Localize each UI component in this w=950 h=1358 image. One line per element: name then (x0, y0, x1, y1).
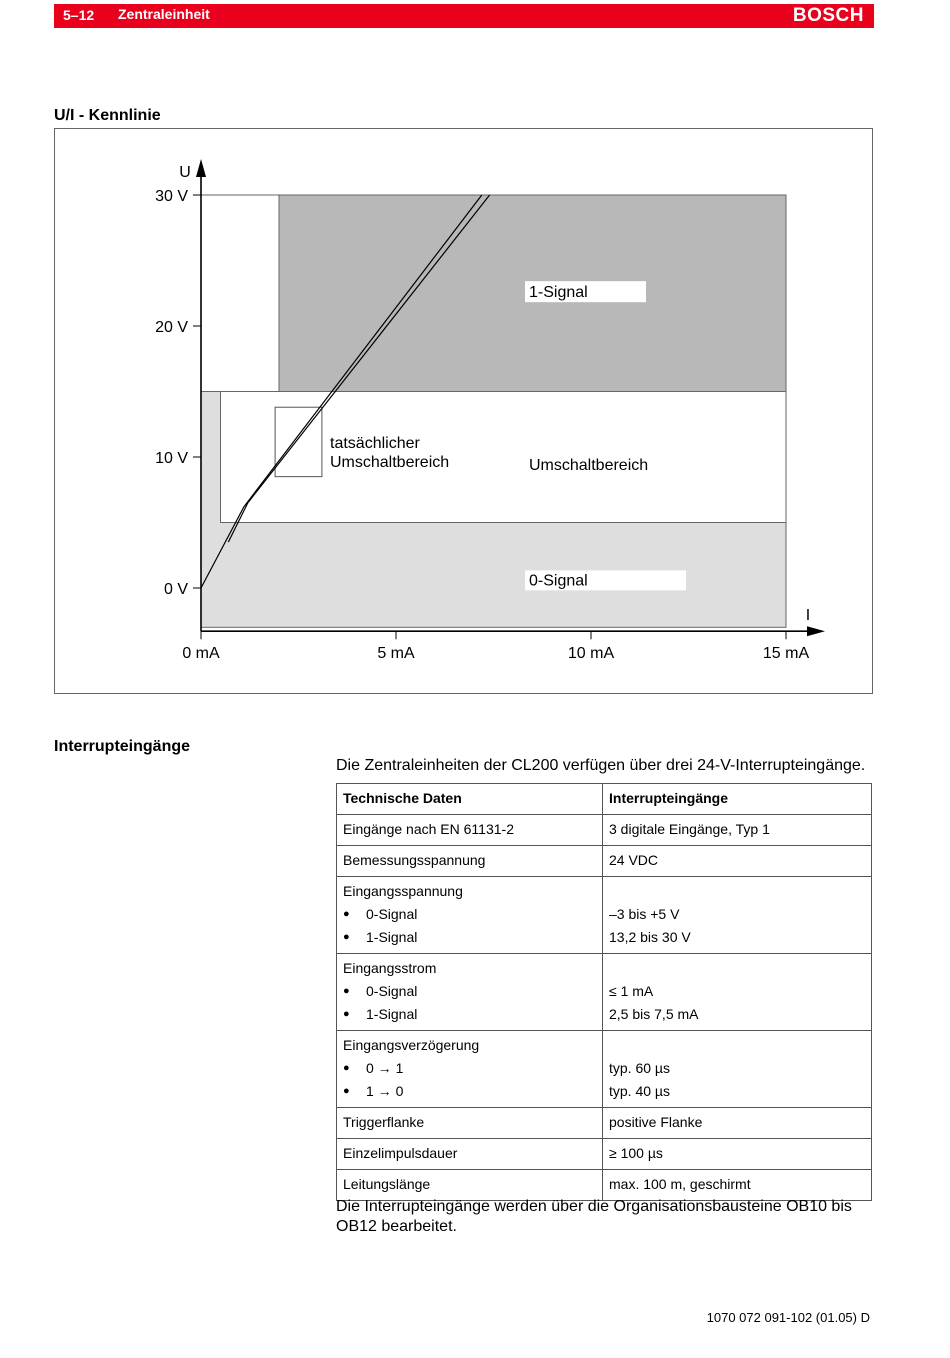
sub-parameter-label: 0 → 1 (366, 1060, 404, 1076)
parameter-label: Leitungslänge (343, 1176, 431, 1192)
bullet-icon: ● (343, 931, 350, 943)
table-header-row (337, 784, 872, 815)
sub-value: ≤ 1 mA (609, 983, 654, 999)
table-row (337, 1108, 872, 1139)
ui-characteristic-chart (55, 129, 872, 693)
value-cell (603, 954, 872, 1031)
parameter-cell (337, 954, 603, 1031)
table-row (337, 954, 872, 1031)
parameter-value: ≥ 100 µs (609, 1145, 663, 1161)
sub-value: typ. 60 µs (609, 1060, 670, 1076)
page-number: 5–12 (63, 7, 95, 23)
one-signal-label: 1-Signal (529, 284, 588, 302)
doc-number: 1070 072 091-102 (01.05) D (706, 1310, 870, 1325)
sub-parameter-label: 1 → 0 (366, 1083, 404, 1099)
parameter-label: Einzelimpulsdauer (343, 1145, 458, 1161)
parameter-value: 3 digitale Eingänge, Typ 1 (609, 821, 770, 837)
sub-value: 2,5 bis 7,5 mA (609, 1006, 699, 1022)
x-tick-label: 15 mA (762, 645, 810, 663)
y-tick-label: 30 V (155, 188, 188, 205)
annotation-label-line1: tatsächlicher (330, 435, 420, 452)
parameter-label: Triggerflanke (343, 1114, 425, 1130)
sub-parameter-label: 1-Signal (366, 929, 418, 945)
value-cell (603, 877, 872, 954)
parameter-cell (337, 877, 603, 954)
value-cell (603, 815, 872, 846)
bullet-icon: ● (343, 908, 350, 920)
bullet-icon: ● (343, 985, 350, 997)
switching-region (221, 392, 787, 523)
sub-parameter-label: 0-Signal (366, 906, 418, 922)
sub-value: –3 bis +5 V (609, 906, 680, 922)
intro-text: Die Zentraleinheiten der CL200 verfügen über drei 24-V-Interrupteingänge. (336, 757, 866, 774)
parameter-label: Eingangsspannung (343, 883, 463, 899)
sub-value: typ. 40 µs (609, 1083, 670, 1099)
parameter-label: Eingangsstrom (343, 960, 437, 976)
chart-frame (54, 128, 873, 694)
parameter-label: Eingänge nach EN 61131-2 (343, 821, 514, 837)
upper-blank-region (201, 195, 279, 392)
value-cell (603, 1031, 872, 1108)
value-cell (603, 846, 872, 877)
sub-value: 13,2 bis 30 V (609, 929, 691, 945)
table-row (337, 846, 872, 877)
parameter-cell (337, 815, 603, 846)
sub-parameter-label: 0-Signal (366, 983, 418, 999)
parameter-label: Eingangsverzögerung (343, 1037, 480, 1053)
y-tick-label: 10 V (155, 450, 188, 467)
spec-table (336, 783, 872, 1201)
parameter-label: Bemessungsspannung (343, 852, 486, 868)
u-axis-arrow-icon (196, 159, 206, 177)
i-axis-arrow-icon (807, 626, 825, 636)
parameter-value: max. 100 m, geschirmt (609, 1176, 751, 1192)
x-tick-label: 10 mA (567, 645, 615, 663)
y-axis-label: U (179, 164, 191, 181)
y-tick-label: 0 V (163, 581, 188, 598)
column-header: Technische Daten (337, 784, 603, 815)
switching-region-label: Umschaltbereich (529, 457, 649, 474)
brand-logo: BOSCH (792, 5, 864, 26)
parameter-value: positive Flanke (609, 1114, 703, 1130)
value-cell (603, 1170, 872, 1201)
parameter-cell (337, 846, 603, 877)
sub-parameter-label: 1-Signal (366, 1006, 418, 1022)
parameter-value: 24 VDC (609, 852, 659, 868)
x-tick-label: 5 mA (377, 645, 415, 663)
value-cell (603, 1108, 872, 1139)
parameter-cell (337, 1108, 603, 1139)
value-cell (603, 1139, 872, 1170)
section-title: Interrupteingänge (54, 738, 191, 755)
chart-title: U/I - Kennlinie (54, 107, 161, 124)
table-row (337, 1031, 872, 1108)
column-header: Interrupteingänge (603, 784, 872, 815)
table-row (337, 1139, 872, 1170)
outro-text: Die Interrupteingänge werden über die Organisationsbausteine OB10 bis OB12 bearbeitet. (336, 1198, 852, 1235)
table-row (337, 877, 872, 954)
x-tick-label: 0 mA (182, 645, 220, 663)
parameter-cell (337, 1170, 603, 1201)
y-tick-label: 20 V (155, 319, 188, 336)
header-title: Zentraleinheit (118, 6, 210, 22)
bullet-icon: ● (343, 1062, 350, 1074)
annotation-label-line2: Umschaltbereich (330, 454, 450, 471)
parameter-cell (337, 1139, 603, 1170)
table-row (337, 1170, 872, 1201)
parameter-cell (337, 1031, 603, 1108)
table-row (337, 815, 872, 846)
page-header (54, 4, 874, 28)
bullet-icon: ● (343, 1008, 350, 1020)
bullet-icon: ● (343, 1085, 350, 1097)
x-axis-label: I (805, 607, 811, 624)
zero-signal-label: 0-Signal (529, 572, 588, 590)
